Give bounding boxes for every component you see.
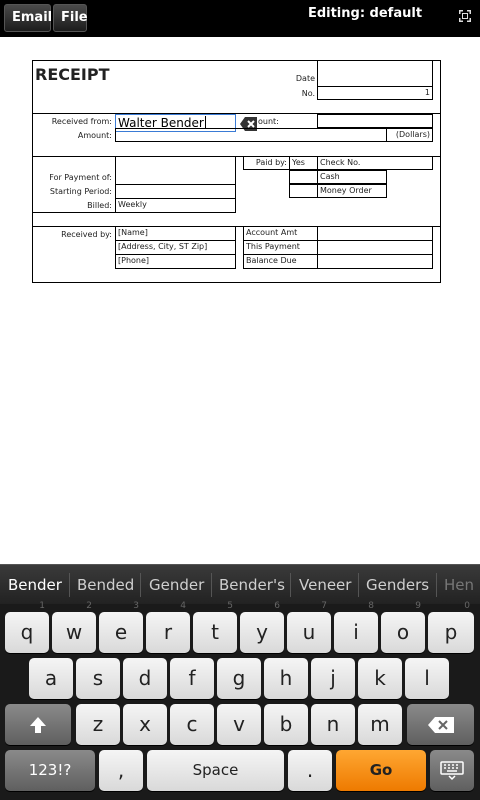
billed-cell[interactable]: Weekly: [115, 198, 236, 213]
key-d[interactable]: d: [123, 658, 167, 699]
key-k[interactable]: k: [358, 658, 402, 699]
money-order-checkbox[interactable]: [289, 184, 318, 198]
key-s[interactable]: s: [76, 658, 120, 699]
symbols-key[interactable]: 123!?: [5, 750, 95, 791]
key-m[interactable]: m: [358, 704, 402, 745]
space-key[interactable]: Space: [147, 750, 284, 791]
key-h[interactable]: h: [264, 658, 308, 699]
this-payment-label: This Payment: [243, 240, 318, 255]
suggestion-item[interactable]: Gender: [149, 576, 205, 594]
amount-label: Amount:: [77, 131, 112, 140]
editing-title: Editing: default: [307, 6, 423, 21]
key-l[interactable]: l: [405, 658, 449, 699]
key-u[interactable]: u 7: [287, 612, 331, 653]
divider: [211, 573, 212, 597]
comma-key[interactable]: ,: [99, 750, 143, 791]
received-by-label: Received by:: [61, 230, 112, 239]
key-r[interactable]: r 4: [146, 612, 190, 653]
balance-due-label: Balance Due: [243, 254, 318, 269]
hide-keyboard-key[interactable]: [430, 750, 474, 791]
divider: [358, 573, 359, 597]
email-button[interactable]: Email: [4, 4, 51, 32]
billed-label: Billed:: [87, 201, 112, 210]
paid-yes-cell[interactable]: Yes: [289, 156, 318, 170]
backspace-key[interactable]: [407, 704, 474, 745]
divider: [140, 573, 141, 597]
date-label: Date: [295, 74, 315, 83]
amount-cell[interactable]: [115, 128, 387, 142]
cash-cell[interactable]: Cash: [317, 170, 387, 184]
fullscreen-icon[interactable]: [458, 9, 472, 23]
check-no-cell[interactable]: Check No.: [317, 156, 433, 170]
for-payment-cell[interactable]: [115, 156, 236, 185]
key-b[interactable]: b: [264, 704, 308, 745]
go-key[interactable]: Go: [336, 750, 426, 791]
starting-period-label: Starting Period:: [49, 187, 112, 196]
key-v[interactable]: v: [217, 704, 261, 745]
divider: [33, 212, 236, 213]
backspace-icon: [428, 717, 454, 733]
suggestion-item[interactable]: Veneer: [299, 576, 352, 594]
account-amt-cell[interactable]: [317, 226, 433, 241]
address-cell[interactable]: [Address, City, ST Zip]: [115, 240, 236, 255]
key-j[interactable]: j: [311, 658, 355, 699]
key-p[interactable]: p 0: [428, 612, 474, 653]
balance-due-cell[interactable]: [317, 254, 433, 269]
suggestion-item[interactable]: Genders: [366, 576, 430, 594]
key-t[interactable]: t 5: [193, 612, 237, 653]
cash-checkbox[interactable]: [289, 170, 318, 184]
divider: [436, 573, 437, 597]
key-n[interactable]: n: [311, 704, 355, 745]
shift-icon: [28, 715, 48, 735]
shift-key[interactable]: [5, 704, 71, 745]
starting-period-cell[interactable]: [115, 184, 236, 199]
key-o[interactable]: o 9: [381, 612, 425, 653]
date-cell[interactable]: [317, 61, 433, 87]
keyboard-hide-icon: [440, 761, 464, 781]
suggestion-item[interactable]: Bender: [8, 576, 62, 594]
this-payment-cell[interactable]: [317, 240, 433, 255]
money-order-cell[interactable]: Money Order: [317, 184, 387, 198]
no-label: No.: [301, 89, 315, 98]
suggestion-item[interactable]: Hen: [444, 576, 475, 594]
amount-right-label: ount:: [258, 117, 279, 126]
name-cell[interactable]: [Name]: [115, 226, 236, 241]
account-amt-label: Account Amt: [243, 226, 318, 241]
receipt-title: RECEIPT: [35, 65, 110, 84]
key-c[interactable]: c: [170, 704, 214, 745]
key-i[interactable]: i 8: [334, 612, 378, 653]
period-key[interactable]: .: [288, 750, 332, 791]
amount-right-cell[interactable]: [317, 114, 433, 128]
divider: [290, 573, 291, 597]
action-bar: [0, 0, 480, 37]
key-x[interactable]: x: [123, 704, 167, 745]
divider: [69, 573, 70, 597]
key-q[interactable]: q 1: [5, 612, 49, 653]
suggestion-item[interactable]: Bended: [77, 576, 135, 594]
key-e[interactable]: e 3: [99, 612, 143, 653]
no-cell[interactable]: 1: [317, 86, 433, 100]
file-button[interactable]: File: [53, 4, 87, 32]
soft-keyboard: [0, 601, 480, 800]
suggestion-item[interactable]: Bender's: [219, 576, 285, 594]
receipt-sheet: [32, 60, 441, 283]
key-y[interactable]: y 6: [240, 612, 284, 653]
key-w[interactable]: w 2: [52, 612, 96, 653]
paid-by-label: Paid by:: [243, 156, 290, 170]
received-from-input[interactable]: Walter Bender: [115, 114, 236, 132]
phone-cell[interactable]: [Phone]: [115, 254, 236, 269]
suggestion-strip: [0, 564, 480, 604]
received-from-label: Received from:: [51, 117, 112, 126]
dollars-cell: (Dollars): [386, 128, 433, 142]
key-a[interactable]: a: [29, 658, 73, 699]
key-f[interactable]: f: [170, 658, 214, 699]
key-z[interactable]: z: [76, 704, 120, 745]
for-payment-label: For Payment of:: [49, 173, 112, 182]
key-g[interactable]: g: [217, 658, 261, 699]
